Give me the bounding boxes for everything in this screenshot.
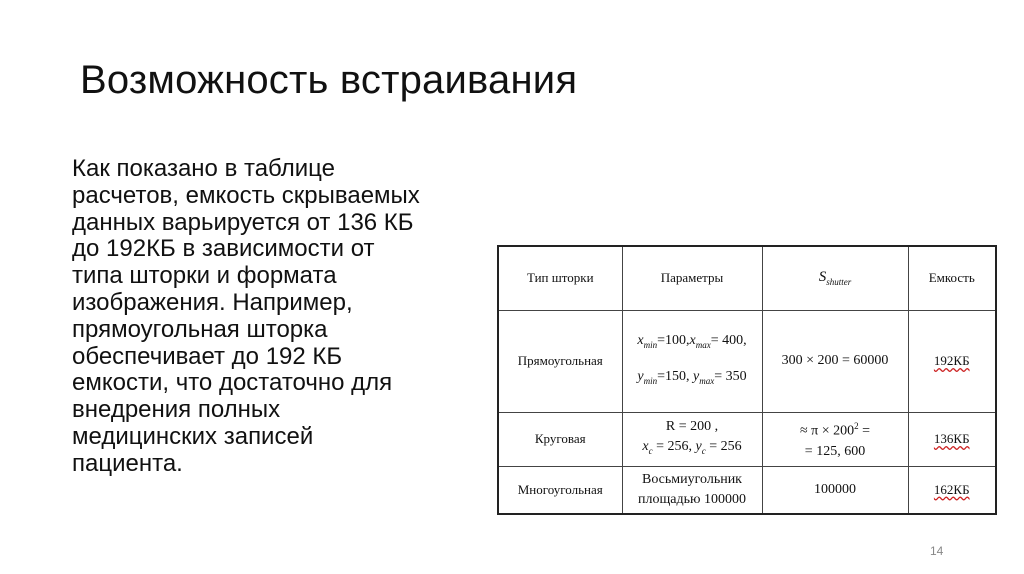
cell-s-value: 100000 [762, 466, 908, 514]
table-row [498, 412, 996, 466]
cell-params [622, 412, 762, 466]
table-row [498, 466, 996, 514]
cell-capacity: 136КБ [908, 412, 996, 466]
body-line: данных варьируется от 136 КБ [72, 208, 414, 236]
header-type: Тип шторки [498, 246, 622, 310]
body-line: внедрения полных [72, 396, 281, 424]
cell-capacity: 162КБ [908, 466, 996, 514]
s-symbol: S [818, 269, 827, 286]
body-line: емкости, что достаточно для [72, 369, 393, 397]
header-params: Параметры [622, 246, 762, 310]
cell-params: Восьмиугольник площадью 100000 [622, 466, 762, 514]
calculation-table [497, 245, 997, 515]
body-text [72, 156, 522, 478]
params-line: $x_c = 256$, $y_c = 256$ [642, 439, 742, 456]
cell-params [622, 310, 762, 412]
body-line: изображения. Например, [72, 288, 353, 316]
cell-s-value: ≈ $\pi \times 200^2$ = = 125, 600 [762, 412, 908, 466]
table-row [498, 310, 996, 412]
body-line: расчетов, емкость скрываемых [72, 181, 420, 209]
params-line: R = 200 , [665, 419, 719, 435]
cell-s-value: 300 × 200 = 60000 [762, 310, 908, 412]
body-line: прямоугольная шторка [72, 315, 328, 343]
table-header-row [498, 246, 996, 310]
params-line: $x_{min}=100,x_{max}= 400$, [637, 333, 747, 350]
body-line: пациента. [72, 449, 183, 477]
page-number: 14 [930, 544, 944, 558]
body-line: обеспечивает до 192 КБ [72, 342, 343, 370]
s-subscript: shutter [826, 277, 852, 288]
header-s-shutter [762, 246, 908, 310]
cell-type: Прямоугольная [498, 310, 622, 412]
body-line: типа шторки и формата [72, 262, 337, 290]
cell-capacity: 192КБ [908, 310, 996, 412]
params-line: $y_{min}=150$, $y_{max}= 350$ [637, 369, 747, 386]
slide-title: Возможность встраивания [80, 58, 578, 102]
cell-type: Многоугольная [498, 466, 622, 514]
body-line: до 192КБ в зависимости от [72, 235, 375, 263]
cell-type: Круговая [498, 412, 622, 466]
body-line: медицинских записей [72, 422, 314, 450]
header-capacity: Емкость [908, 246, 996, 310]
body-line: Как показано в таблице [72, 155, 335, 182]
